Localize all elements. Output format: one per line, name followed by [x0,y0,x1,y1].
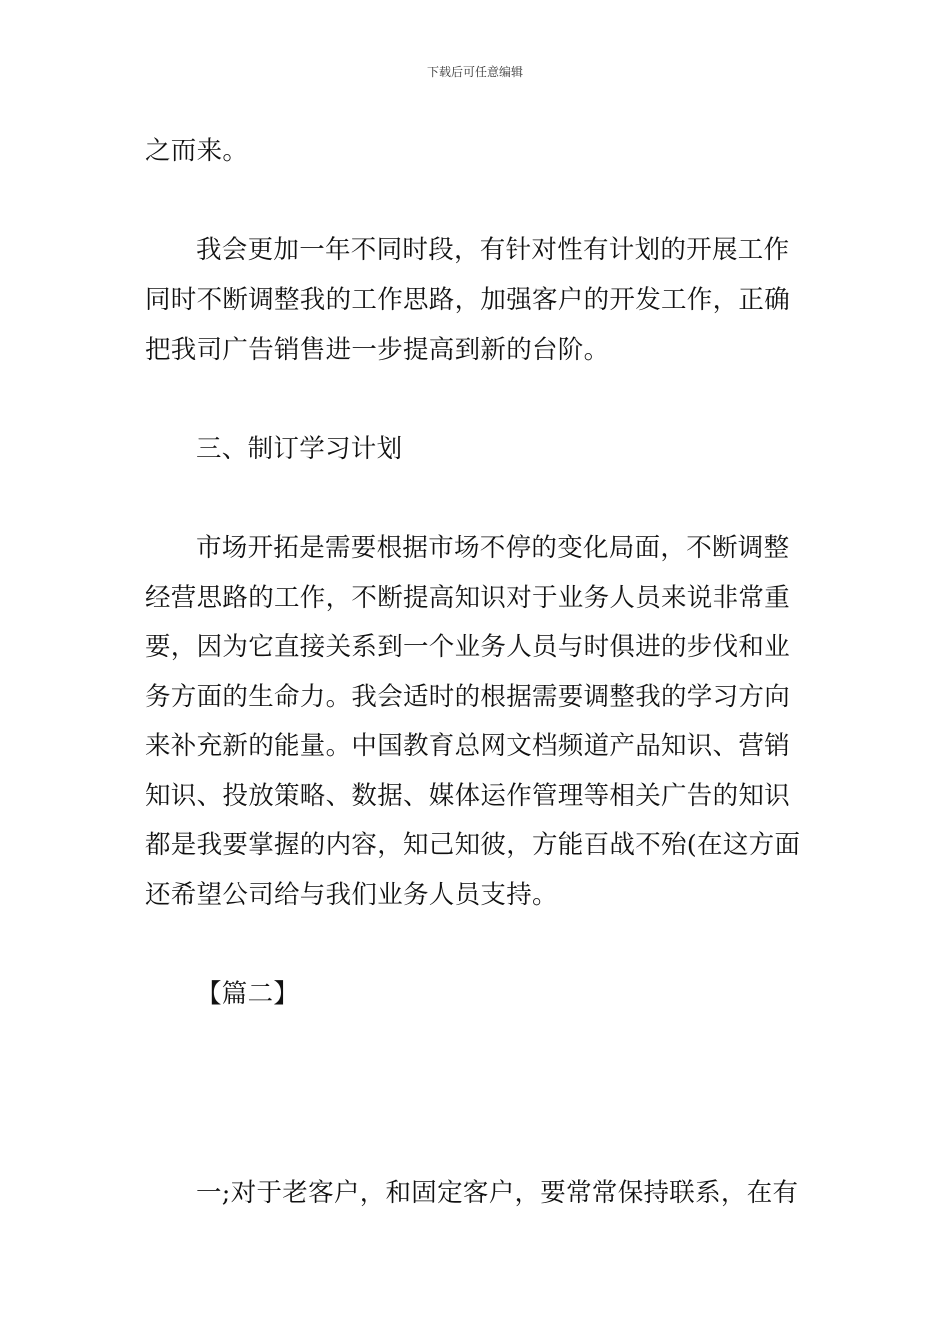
paragraph-line: 经营思路的工作，不断提高知识对于业务人员来说非常重 [145,583,791,613]
paragraph-line: 来补充新的能量。中国教育总网文档频道产品知识、营销 [145,731,791,761]
paragraph-line: 务方面的生命力。我会适时的根据需要调整我的学习方向 [145,682,791,712]
paragraph-line: 我会更加一年不同时段，有针对性有计划的开展工作 [196,235,790,265]
paragraph-line: 市场开拓是需要根据市场不停的变化局面，不断调整 [196,533,790,563]
paragraph-line: 要，因为它直接关系到一个业务人员与时俱进的步伐和业 [145,632,791,662]
paragraph-line: 知识、投放策略、数据、媒体运作管理等相关广告的知识 [145,781,791,811]
section-heading: 【篇二】 [196,979,300,1009]
paragraph-line: 之而来。 [145,136,249,166]
paragraph-line: 把我司广告销售进一步提高到新的台阶。 [145,335,610,365]
paragraph-line: 都是我要掌握的内容，知己知彼，方能百战不殆(在这方面 [145,830,801,860]
paragraph-line: 还希望公司给与我们业务人员支持。 [145,880,558,910]
section-heading: 三、制订学习计划 [196,434,403,464]
paragraph-line: 同时不断调整我的工作思路，加强客户的开发工作，正确 [145,285,791,315]
paragraph-line: 一;对于老客户，和固定客户，要常常保持联系，在有 [196,1178,799,1208]
page-header: 下载后可任意编辑 [426,65,523,79]
